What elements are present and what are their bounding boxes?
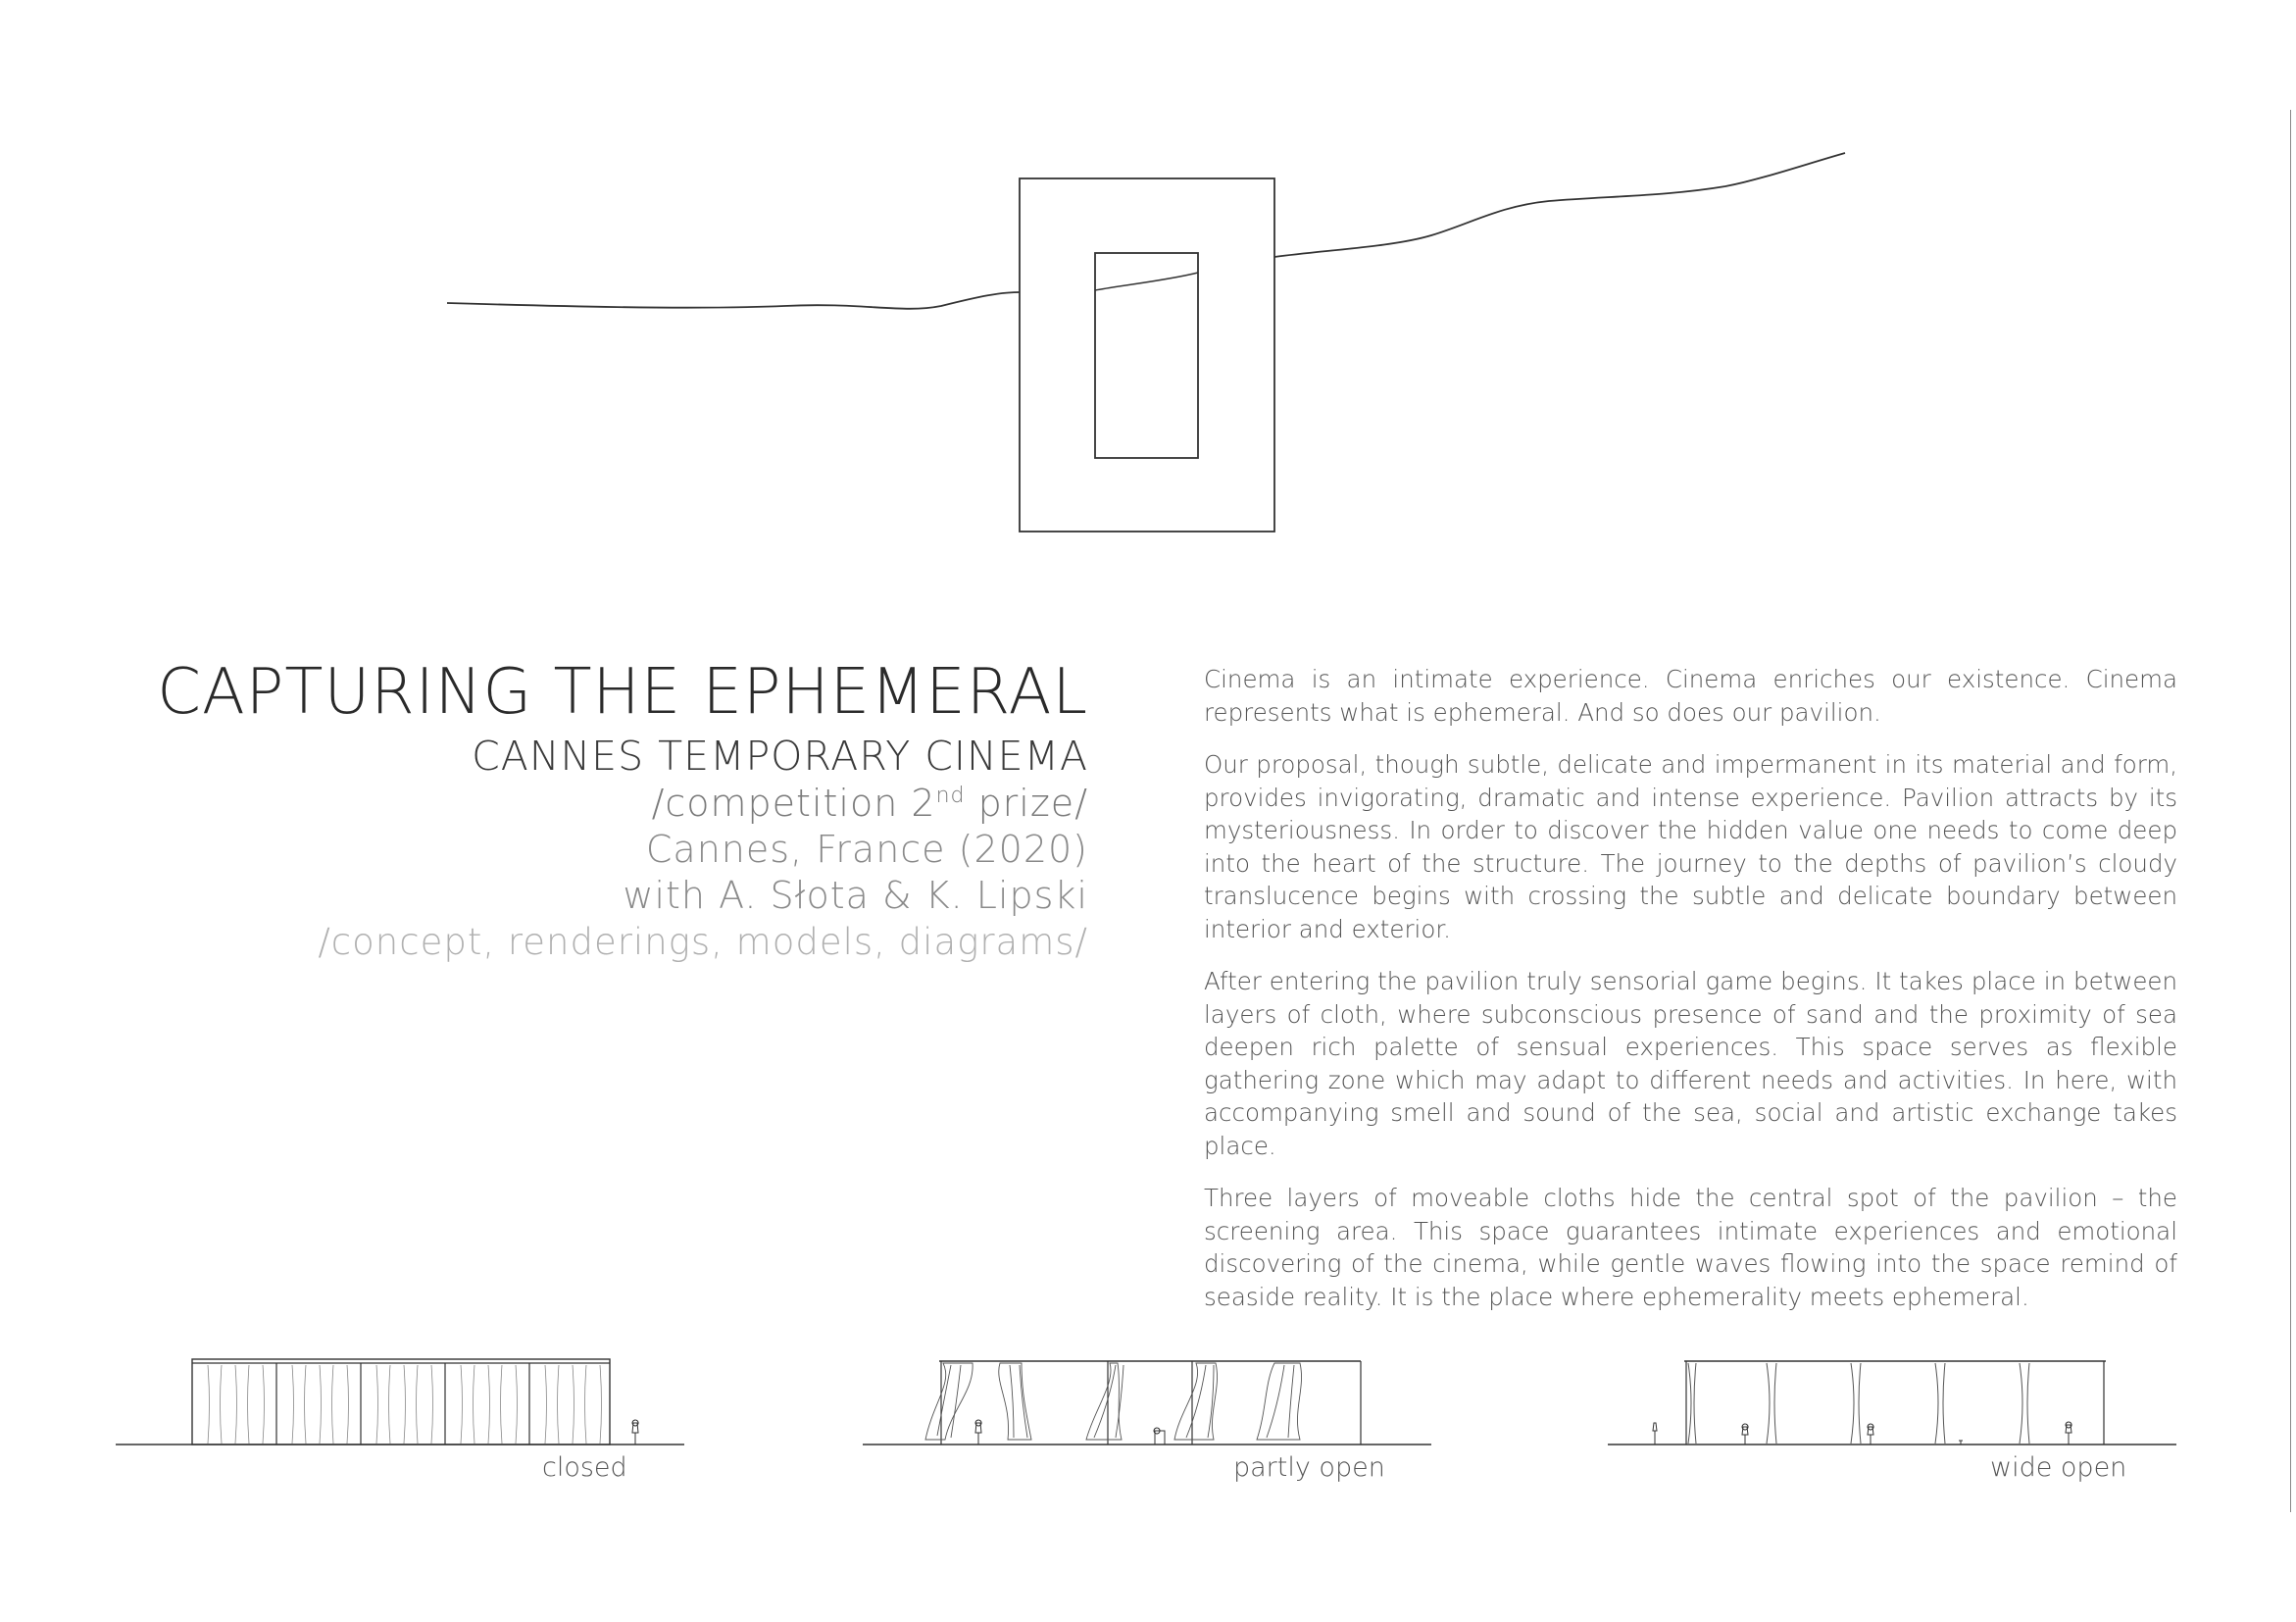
collaborators-line: with A. Słota & K. Lipski (623, 874, 1088, 917)
project-title-block (108, 655, 1088, 965)
description-paragraph: Our proposal, though subtle, delicate and impermanent in its material and form, provides invigorating, dramatic and intense experience. Pavilion attracts by its mysteriousness. In order to discover the hidden value one needs to come deep into the heart of the structure. The journey to the depths of pavilion’s cloudy translucence begins with crossing the subtle and delicate boundary between interior and exterior. (1204, 750, 2177, 943)
description-paragraph: After entering the pavilion truly sensorial game begins. It takes place in between layers of cloth, where subconscious presence of sand and the proximity of sea deepen rich palette of sensual experiences. This space serves as flexible gathering zone which may adapt to different needs and activities. In here, with accompanying smell and sound of the sea, social and artistic exchange takes place. (1204, 967, 2177, 1160)
project-description (1204, 663, 2177, 1333)
competition-suffix: prize/ (965, 782, 1088, 825)
page-edge-rule (2290, 110, 2291, 1512)
elevation-partly-open-drawing (863, 1351, 1451, 1469)
elevation-closed-caption: closed (542, 1452, 627, 1483)
competition-ordinal: nd (935, 784, 966, 808)
project-subtitle: CANNES TEMPORARY CINEMA (472, 733, 1088, 780)
project-title: CAPTURING THE EPHEMERAL (157, 656, 1088, 729)
location-line: Cannes, France (2020) (645, 828, 1088, 871)
competition-line (108, 781, 1088, 827)
elevation-wide-open-drawing (1608, 1351, 2196, 1469)
concept-sketch (0, 0, 2296, 588)
description-paragraph: Cinema is an intimate experience. Cinema enriches our existence. Cinema represents what is ephemeral. And so does our pavilion. (1204, 665, 2177, 727)
elevation-closed-drawing (116, 1351, 704, 1469)
competition-prefix: /competition 2 (651, 782, 936, 825)
scope-line: /concept, renderings, models, diagrams/ (318, 921, 1088, 963)
description-paragraph: Three layers of moveable cloths hide the central spot of the pavilion – the screening area. This space guarantees intimate experiences and emotional discovering of the cinema, while gentle waves flowing into the space remind of seaside reality. It is the place where ephemerality meets ephemeral. (1204, 1184, 2177, 1311)
elevation-wide-open-caption: wide open (1990, 1452, 2127, 1483)
elevation-partly-open-caption: partly open (1233, 1452, 1385, 1483)
